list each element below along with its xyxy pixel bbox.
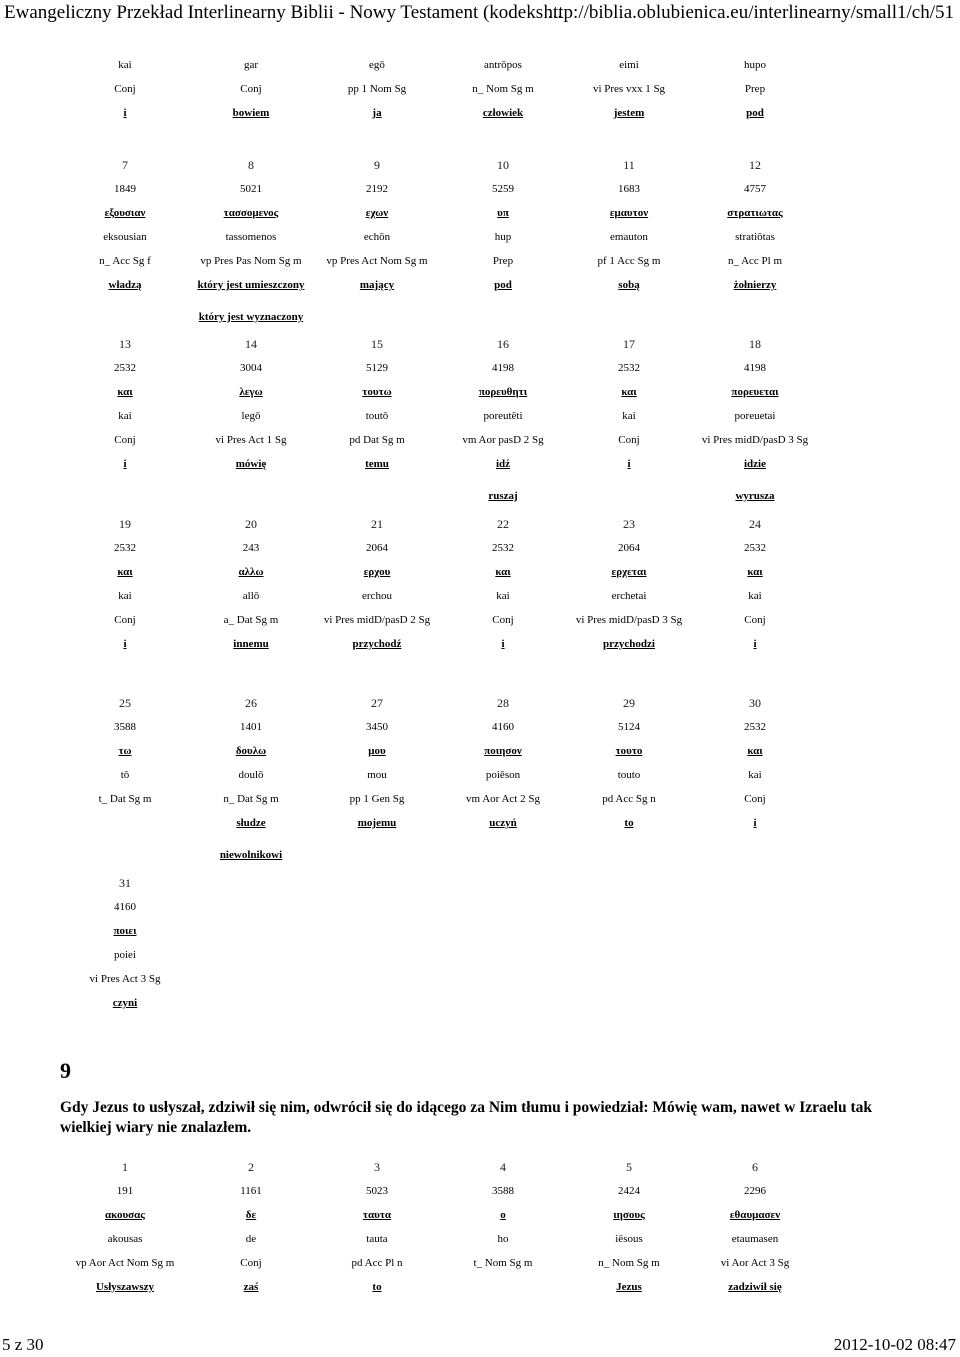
greek-word-link[interactable]: τω — [118, 745, 132, 757]
morphology: vp Pres Act Nom Sg m — [326, 255, 428, 267]
greek-word-link[interactable]: λεγω — [239, 386, 263, 398]
word-number: 24 — [749, 517, 761, 531]
polish-translation-link[interactable]: pod — [746, 107, 764, 119]
strong-number[interactable]: 4160 — [492, 721, 514, 733]
word-number: 9 — [374, 158, 380, 172]
transliteration: erchou — [362, 590, 392, 602]
alternative-translation-link[interactable]: ruszaj — [488, 490, 518, 502]
transliteration: kai — [118, 590, 132, 602]
morphology: Prep — [744, 83, 766, 95]
word-number: 1 — [122, 1160, 128, 1174]
transliteration: eimi — [619, 59, 639, 71]
word-number: 14 — [245, 337, 257, 351]
greek-word-link[interactable]: τουτω — [362, 386, 392, 398]
polish-translation-link[interactable]: innemu — [233, 638, 269, 650]
transliteration: akousas — [107, 1233, 143, 1245]
transliteration: etaumasen — [731, 1233, 779, 1245]
transliteration: hupo — [744, 59, 766, 71]
word-number: 28 — [497, 696, 509, 710]
polish-translation-link[interactable]: i — [753, 638, 757, 650]
morphology: vi Pres midD/pasD 3 Sg — [701, 434, 809, 446]
greek-word-link[interactable]: τασσομενος — [223, 207, 279, 219]
morphology: Conj — [492, 614, 514, 626]
transliteration: iēsous — [615, 1233, 643, 1245]
polish-translation-link[interactable]: Usłyszawszy — [95, 1281, 155, 1293]
word-number: 6 — [752, 1160, 758, 1174]
polish-translation-link[interactable]: uczyń — [489, 817, 517, 829]
transliteration: poreuetai — [734, 410, 776, 422]
greek-word-link[interactable]: τουτο — [615, 745, 643, 757]
greek-word-link[interactable]: και — [117, 386, 133, 398]
polish-translation-link[interactable]: przychodź — [352, 638, 402, 650]
strong-number[interactable]: 3450 — [366, 721, 388, 733]
morphology: pd Acc Sg n — [602, 793, 656, 805]
greek-word-link[interactable]: εξουσιαν — [104, 207, 146, 219]
polish-translation-link[interactable]: ja — [372, 107, 382, 119]
strong-number[interactable]: 2192 — [366, 183, 388, 195]
strong-number[interactable]: 2532 — [492, 542, 514, 554]
transliteration: poiēson — [485, 769, 521, 781]
strong-number[interactable]: 2296 — [744, 1185, 766, 1197]
transliteration: egō — [369, 59, 385, 71]
alternative-translation-link[interactable]: wyrusza — [735, 490, 775, 502]
morphology: vi Pres midD/pasD 2 Sg — [323, 614, 431, 626]
transliteration: kai — [748, 590, 762, 602]
strong-number[interactable]: 2532 — [114, 542, 136, 554]
morphology: Conj — [114, 434, 136, 446]
morphology: vm Aor pasD 2 Sg — [462, 434, 544, 446]
greek-word-link[interactable]: αλλω — [238, 566, 264, 578]
strong-number[interactable]: 191 — [116, 1185, 134, 1197]
polish-translation-link[interactable]: żołnierzy — [733, 279, 777, 291]
print-datetime: 2012-10-02 08:47 — [833, 1335, 956, 1354]
transliteration: kai — [118, 410, 132, 422]
morphology: Conj — [114, 83, 136, 95]
word-number: 18 — [749, 337, 761, 351]
greek-word-link[interactable]: πορευθητι — [478, 386, 528, 398]
polish-translation-link[interactable]: zadziwił się — [728, 1281, 782, 1293]
greek-word-link[interactable]: εχων — [365, 207, 389, 219]
strong-number[interactable]: 5124 — [618, 721, 640, 733]
transliteration: erchetai — [611, 590, 647, 602]
polish-translation-link[interactable]: i — [501, 638, 505, 650]
word-number: 3 — [374, 1160, 380, 1174]
morphology: n_ Nom Sg m — [598, 1257, 660, 1269]
word-number: 29 — [623, 696, 635, 710]
strong-number[interactable]: 2532 — [618, 362, 640, 374]
polish-translation-link[interactable]: idź — [495, 458, 511, 470]
strong-number[interactable]: 5259 — [492, 183, 514, 195]
strong-number[interactable]: 2532 — [114, 362, 136, 374]
word-number: 19 — [119, 517, 131, 531]
morphology: Conj — [114, 614, 136, 626]
polish-translation-link[interactable]: to — [372, 1281, 382, 1293]
morphology: a_ Dat Sg m — [223, 614, 279, 626]
transliteration: toutō — [365, 410, 389, 422]
transliteration: antrōpos — [484, 59, 522, 71]
document-title: Ewangeliczny Przekład Interlinearny Biblii - Nowy Testament (kodeks ... — [4, 2, 563, 23]
strong-number[interactable]: 1683 — [618, 183, 640, 195]
greek-word-link[interactable]: ιησους — [613, 1209, 645, 1221]
greek-word-link[interactable]: πορευεται — [731, 386, 779, 398]
greek-word-link[interactable]: ακουσας — [105, 1209, 145, 1221]
strong-number[interactable]: 4160 — [114, 901, 136, 913]
strong-number[interactable]: 1161 — [240, 1185, 262, 1197]
document-url[interactable]: http://biblia.oblubienica.eu/interlinearny/small1/ch/51 — [543, 2, 954, 23]
morphology: t_ Nom Sg m — [473, 1257, 533, 1269]
word-number: 4 — [500, 1160, 506, 1174]
morphology: Conj — [618, 434, 640, 446]
morphology: vi Pres midD/pasD 3 Sg — [575, 614, 683, 626]
strong-number[interactable]: 5129 — [366, 362, 388, 374]
polish-translation-link[interactable]: mówię — [235, 458, 267, 470]
morphology: n_ Acc Pl m — [727, 255, 783, 267]
polish-translation-link[interactable]: to — [624, 817, 634, 829]
morphology: pd Acc Pl n — [351, 1257, 403, 1269]
word-number: 11 — [623, 158, 635, 172]
word-number: 26 — [245, 696, 257, 710]
word-number: 27 — [371, 696, 383, 710]
strong-number[interactable]: 3004 — [240, 362, 262, 374]
transliteration: kai — [496, 590, 510, 602]
greek-word-link[interactable]: δε — [245, 1209, 257, 1221]
transliteration: kai — [748, 769, 762, 781]
word-number: 7 — [122, 158, 128, 172]
strong-number[interactable]: 2424 — [618, 1185, 640, 1197]
greek-word-link[interactable]: και — [747, 566, 763, 578]
morphology: n_ Acc Sg f — [99, 255, 151, 267]
transliteration: tō — [120, 769, 130, 781]
morphology: pp 1 Nom Sg — [347, 83, 407, 95]
polish-translation-link[interactable]: człowiek — [482, 107, 524, 119]
morphology: vi Pres Act 1 Sg — [215, 434, 287, 446]
transliteration: echōn — [363, 231, 391, 243]
greek-word-link[interactable]: εμαυτον — [609, 207, 649, 219]
polish-translation-link[interactable]: i — [123, 638, 127, 650]
alternative-translation-link[interactable]: niewolnikowi — [219, 849, 283, 861]
strong-number[interactable]: 5021 — [240, 183, 262, 195]
transliteration: legō — [241, 410, 261, 422]
transliteration: ho — [497, 1233, 509, 1245]
morphology: vm Aor Act 2 Sg — [466, 793, 540, 805]
strong-number[interactable]: 2532 — [744, 721, 766, 733]
greek-word-link[interactable]: και — [495, 566, 511, 578]
transliteration: eksousian — [103, 231, 147, 243]
alternative-translation-link[interactable]: który jest wyznaczony — [198, 311, 304, 323]
polish-translation-link[interactable]: i — [123, 107, 127, 119]
morphology: Conj — [744, 793, 766, 805]
polish-translation-link[interactable]: czyni — [112, 997, 138, 1009]
transliteration: de — [245, 1233, 257, 1245]
morphology: t_ Dat Sg m — [98, 793, 152, 805]
polish-translation-link[interactable]: jestem — [613, 107, 645, 119]
polish-translation-link[interactable]: temu — [365, 458, 389, 470]
morphology: vi Aor Act 3 Sg — [720, 1257, 790, 1269]
greek-word-link[interactable]: και — [117, 566, 133, 578]
strong-number[interactable]: 1401 — [240, 721, 262, 733]
polish-translation-link[interactable]: zaś — [243, 1281, 259, 1293]
greek-word-link[interactable]: ο — [500, 1209, 506, 1221]
word-number: 2 — [248, 1160, 254, 1174]
word-number: 12 — [749, 158, 761, 172]
polish-translation-link[interactable]: mojemu — [357, 817, 397, 829]
greek-word-link[interactable]: ερχεται — [611, 566, 647, 578]
morphology: n_ Nom Sg m — [472, 83, 534, 95]
polish-translation-link[interactable]: i — [753, 817, 757, 829]
word-number: 13 — [119, 337, 131, 351]
strong-number[interactable]: 5023 — [366, 1185, 388, 1197]
word-number: 22 — [497, 517, 509, 531]
polish-translation-link[interactable]: sobą — [618, 279, 640, 291]
transliteration: stratiōtas — [735, 231, 775, 243]
morphology: vp Aor Act Nom Sg m — [75, 1257, 175, 1269]
greek-word-link[interactable]: ερχου — [363, 566, 391, 578]
word-number: 25 — [119, 696, 131, 710]
transliteration: gar — [243, 59, 259, 71]
transliteration: allō — [242, 590, 260, 602]
strong-number[interactable]: 1849 — [114, 183, 136, 195]
morphology: pp 1 Gen Sg — [349, 793, 405, 805]
greek-word-link[interactable]: εθαυμασεν — [729, 1209, 781, 1221]
greek-word-link[interactable]: ποιει — [113, 925, 137, 937]
strong-number[interactable]: 4198 — [744, 362, 766, 374]
transliteration: tauta — [366, 1233, 388, 1245]
polish-translation-link[interactable]: bowiem — [232, 107, 270, 119]
polish-translation-link[interactable]: słudze — [236, 817, 266, 829]
polish-translation-link[interactable]: pod — [494, 279, 512, 291]
polish-translation-link[interactable]: władzą — [108, 279, 142, 291]
greek-word-link[interactable]: και — [747, 745, 763, 757]
verse-number: 9 — [60, 1058, 71, 1083]
transliteration: doulō — [238, 769, 264, 781]
morphology: Conj — [240, 1257, 262, 1269]
strong-number[interactable]: 4198 — [492, 362, 514, 374]
transliteration: mou — [367, 769, 387, 781]
greek-word-link[interactable]: στρατιωτας — [727, 207, 783, 219]
page-counter: 5 z 30 — [2, 1335, 44, 1354]
greek-word-link[interactable]: ταυτα — [362, 1209, 392, 1221]
word-number: 23 — [623, 517, 635, 531]
transliteration: poreutēti — [483, 410, 523, 422]
morphology: n_ Dat Sg m — [223, 793, 279, 805]
morphology: Conj — [240, 83, 262, 95]
transliteration: hup — [494, 231, 512, 243]
transliteration: touto — [617, 769, 641, 781]
word-number: 15 — [371, 337, 383, 351]
greek-word-link[interactable]: υπ — [497, 207, 509, 219]
morphology: Prep — [492, 255, 514, 267]
polish-translation-link[interactable]: i — [627, 458, 631, 470]
strong-number[interactable]: 2532 — [744, 542, 766, 554]
morphology: pd Dat Sg m — [349, 434, 405, 446]
polish-translation-link[interactable]: i — [123, 458, 127, 470]
greek-word-link[interactable]: μου — [368, 745, 386, 757]
verse-text: Gdy Jezus to usłyszał, zdziwił się nim, odwrócił się do idącego za Nim tłumu i powiedział: Mówię wam, nawet w Izraelu tak wielkiej wiary nie znalazłem. — [60, 1099, 872, 1136]
greek-word-link[interactable]: και — [621, 386, 637, 398]
word-number: 20 — [245, 517, 257, 531]
word-number: 21 — [371, 517, 383, 531]
polish-translation-link[interactable]: który jest umieszczony — [197, 279, 305, 291]
polish-translation-link[interactable]: Jezus — [616, 1281, 642, 1293]
greek-word-link[interactable]: δουλω — [235, 745, 267, 757]
word-number: 8 — [248, 158, 254, 172]
transliteration: tassomenos — [225, 231, 277, 243]
word-number: 5 — [626, 1160, 632, 1174]
word-number: 31 — [119, 876, 131, 890]
word-number: 10 — [497, 158, 509, 172]
polish-translation-link[interactable]: przychodzi — [603, 638, 655, 650]
page-header — [0, 0, 960, 28]
word-number: 16 — [497, 337, 509, 351]
strong-number[interactable]: 3588 — [492, 1185, 514, 1197]
morphology: vi Pres Act 3 Sg — [89, 973, 161, 985]
word-number: 30 — [749, 696, 761, 710]
transliteration: kai — [622, 410, 636, 422]
strong-number[interactable]: 2064 — [618, 542, 640, 554]
strong-number[interactable]: 4757 — [744, 183, 766, 195]
transliteration: poiei — [114, 949, 136, 961]
polish-translation-link[interactable]: mający — [359, 279, 395, 291]
transliteration: emauton — [610, 231, 648, 243]
strong-number[interactable]: 243 — [242, 542, 260, 554]
morphology: vi Pres vxx 1 Sg — [592, 83, 666, 95]
polish-translation-link[interactable]: idzie — [744, 458, 766, 470]
transliteration: kai — [118, 59, 132, 71]
strong-number[interactable]: 2064 — [366, 542, 388, 554]
strong-number[interactable]: 3588 — [114, 721, 136, 733]
morphology: pf 1 Acc Sg m — [597, 255, 661, 267]
greek-word-link[interactable]: ποιησον — [484, 745, 522, 757]
morphology: Conj — [744, 614, 766, 626]
morphology: vp Pres Pas Nom Sg m — [200, 255, 302, 267]
word-number: 17 — [623, 337, 635, 351]
